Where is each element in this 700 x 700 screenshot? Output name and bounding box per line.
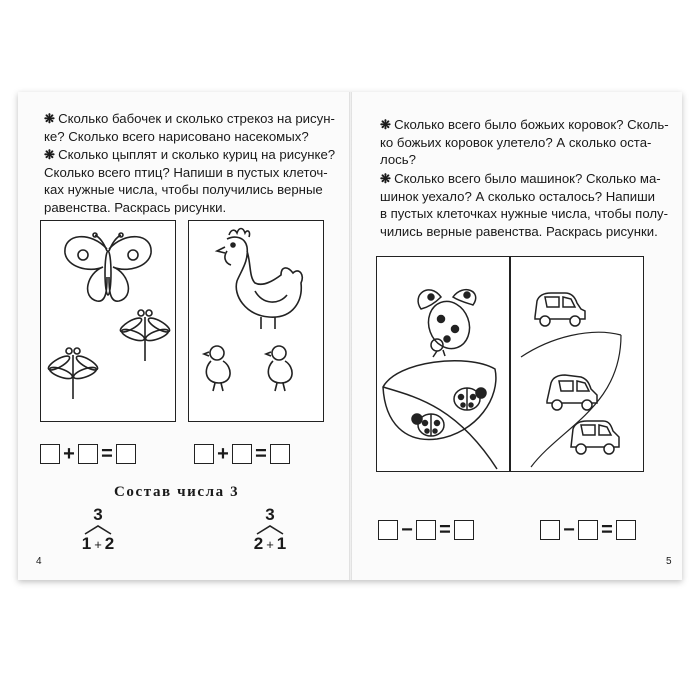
number-composition-title: Состав числа 3 [114, 484, 240, 500]
answer-box[interactable] [378, 520, 398, 540]
equation-ladybugs [378, 520, 474, 540]
butterfly-icon [65, 233, 151, 301]
task-line [380, 170, 676, 188]
chick-icon [204, 346, 230, 391]
hen-icon [217, 229, 302, 330]
answer-box[interactable] [78, 444, 98, 464]
answer-box[interactable] [232, 444, 252, 464]
task-line: чились верные равенства. Раскрась рисунки. [380, 223, 658, 239]
answer-box[interactable] [616, 520, 636, 540]
plus-sign: + [217, 443, 229, 465]
car-icon [535, 293, 585, 326]
task-line: ко божьих коровок улетело? А сколько оста- [380, 134, 652, 150]
dragonfly-icon [47, 348, 100, 399]
bullet-icon: ❋ [380, 171, 392, 186]
insects-picture-panel [40, 220, 176, 422]
answer-box[interactable] [454, 520, 474, 540]
composition-part: 2 [104, 534, 115, 553]
insects-illustration [41, 221, 174, 420]
page-number: 4 [36, 556, 42, 567]
birds-picture-panel [188, 220, 324, 422]
composition-part: 2 [253, 534, 264, 553]
task-text: Сколько всего было божьих коровок? Сколь- [394, 117, 669, 132]
page-number: 5 [666, 556, 672, 567]
task-line: шинок уехало? А сколько осталось? Напиши [380, 188, 656, 204]
task-line: ках нужные числа, чтобы получились верные [44, 182, 323, 198]
composition-total: 3 [265, 505, 275, 524]
task-line [44, 110, 344, 128]
composition-parts [68, 534, 128, 554]
task-line: лось? [380, 152, 416, 168]
minus-sign: − [401, 519, 413, 541]
task-line: в пустых клеточках нужные числа, чтобы полу- [380, 206, 669, 222]
cars-picture-panel [510, 256, 644, 472]
composition-total: 3 [93, 505, 103, 524]
plus-sign: + [266, 537, 274, 552]
answer-box[interactable] [416, 520, 436, 540]
equation-cars [540, 520, 636, 540]
task-text: Сколько цыплят и сколько куриц на рисунке? [58, 147, 336, 162]
plus-sign: + [63, 443, 75, 465]
task-line: Сколько всего птиц? Напиши в пустых клеточ- [44, 164, 328, 180]
task-line [44, 146, 344, 164]
answer-box[interactable] [194, 444, 214, 464]
task-cars [380, 170, 676, 240]
chick-icon [266, 346, 292, 391]
composition-part: 1 [81, 534, 92, 553]
composition-diagram [240, 505, 300, 553]
task-line: равенства. Раскрась рисунки. [44, 199, 227, 215]
left-page [18, 92, 349, 580]
minus-sign: − [563, 519, 575, 541]
dragonfly-icon [119, 310, 172, 361]
bullet-icon: ❋ [44, 111, 56, 126]
composition-parts [240, 534, 300, 554]
equals-sign: = [255, 443, 267, 465]
equation-birds [194, 444, 290, 464]
ladybugs-illustration [377, 257, 508, 470]
ladybugs-picture-panel [376, 256, 510, 472]
composition-diagram [68, 505, 128, 553]
car-icon [571, 421, 619, 454]
equals-sign: = [601, 519, 613, 541]
birds-illustration [189, 221, 322, 420]
equals-sign: = [101, 443, 113, 465]
answer-box[interactable] [40, 444, 60, 464]
leaf-icon [383, 361, 497, 469]
task-birds [44, 146, 344, 216]
answer-box[interactable] [116, 444, 136, 464]
book-spread [18, 92, 682, 580]
cars-illustration [511, 257, 642, 470]
car-icon [547, 375, 597, 410]
bullet-icon: ❋ [380, 117, 392, 132]
answer-box[interactable] [270, 444, 290, 464]
task-text: Сколько всего было машинок? Сколько ма- [394, 171, 661, 186]
ladybug-icon [412, 414, 444, 436]
task-insects [44, 110, 344, 145]
right-page [352, 92, 682, 580]
equals-sign: = [439, 519, 451, 541]
answer-box[interactable] [578, 520, 598, 540]
task-line [380, 116, 676, 134]
flying-ladybug-icon [418, 290, 476, 357]
answer-box[interactable] [540, 520, 560, 540]
task-line: ке? Сколько всего нарисовано насекомых? [44, 128, 309, 144]
equation-insects [40, 444, 136, 464]
bullet-icon: ❋ [44, 147, 56, 162]
task-text: Сколько бабочек и сколько стрекоз на рисун- [58, 111, 335, 126]
task-ladybugs [380, 116, 676, 169]
ladybug-icon [454, 388, 486, 410]
composition-part: 1 [276, 534, 287, 553]
plus-sign: + [94, 537, 102, 552]
